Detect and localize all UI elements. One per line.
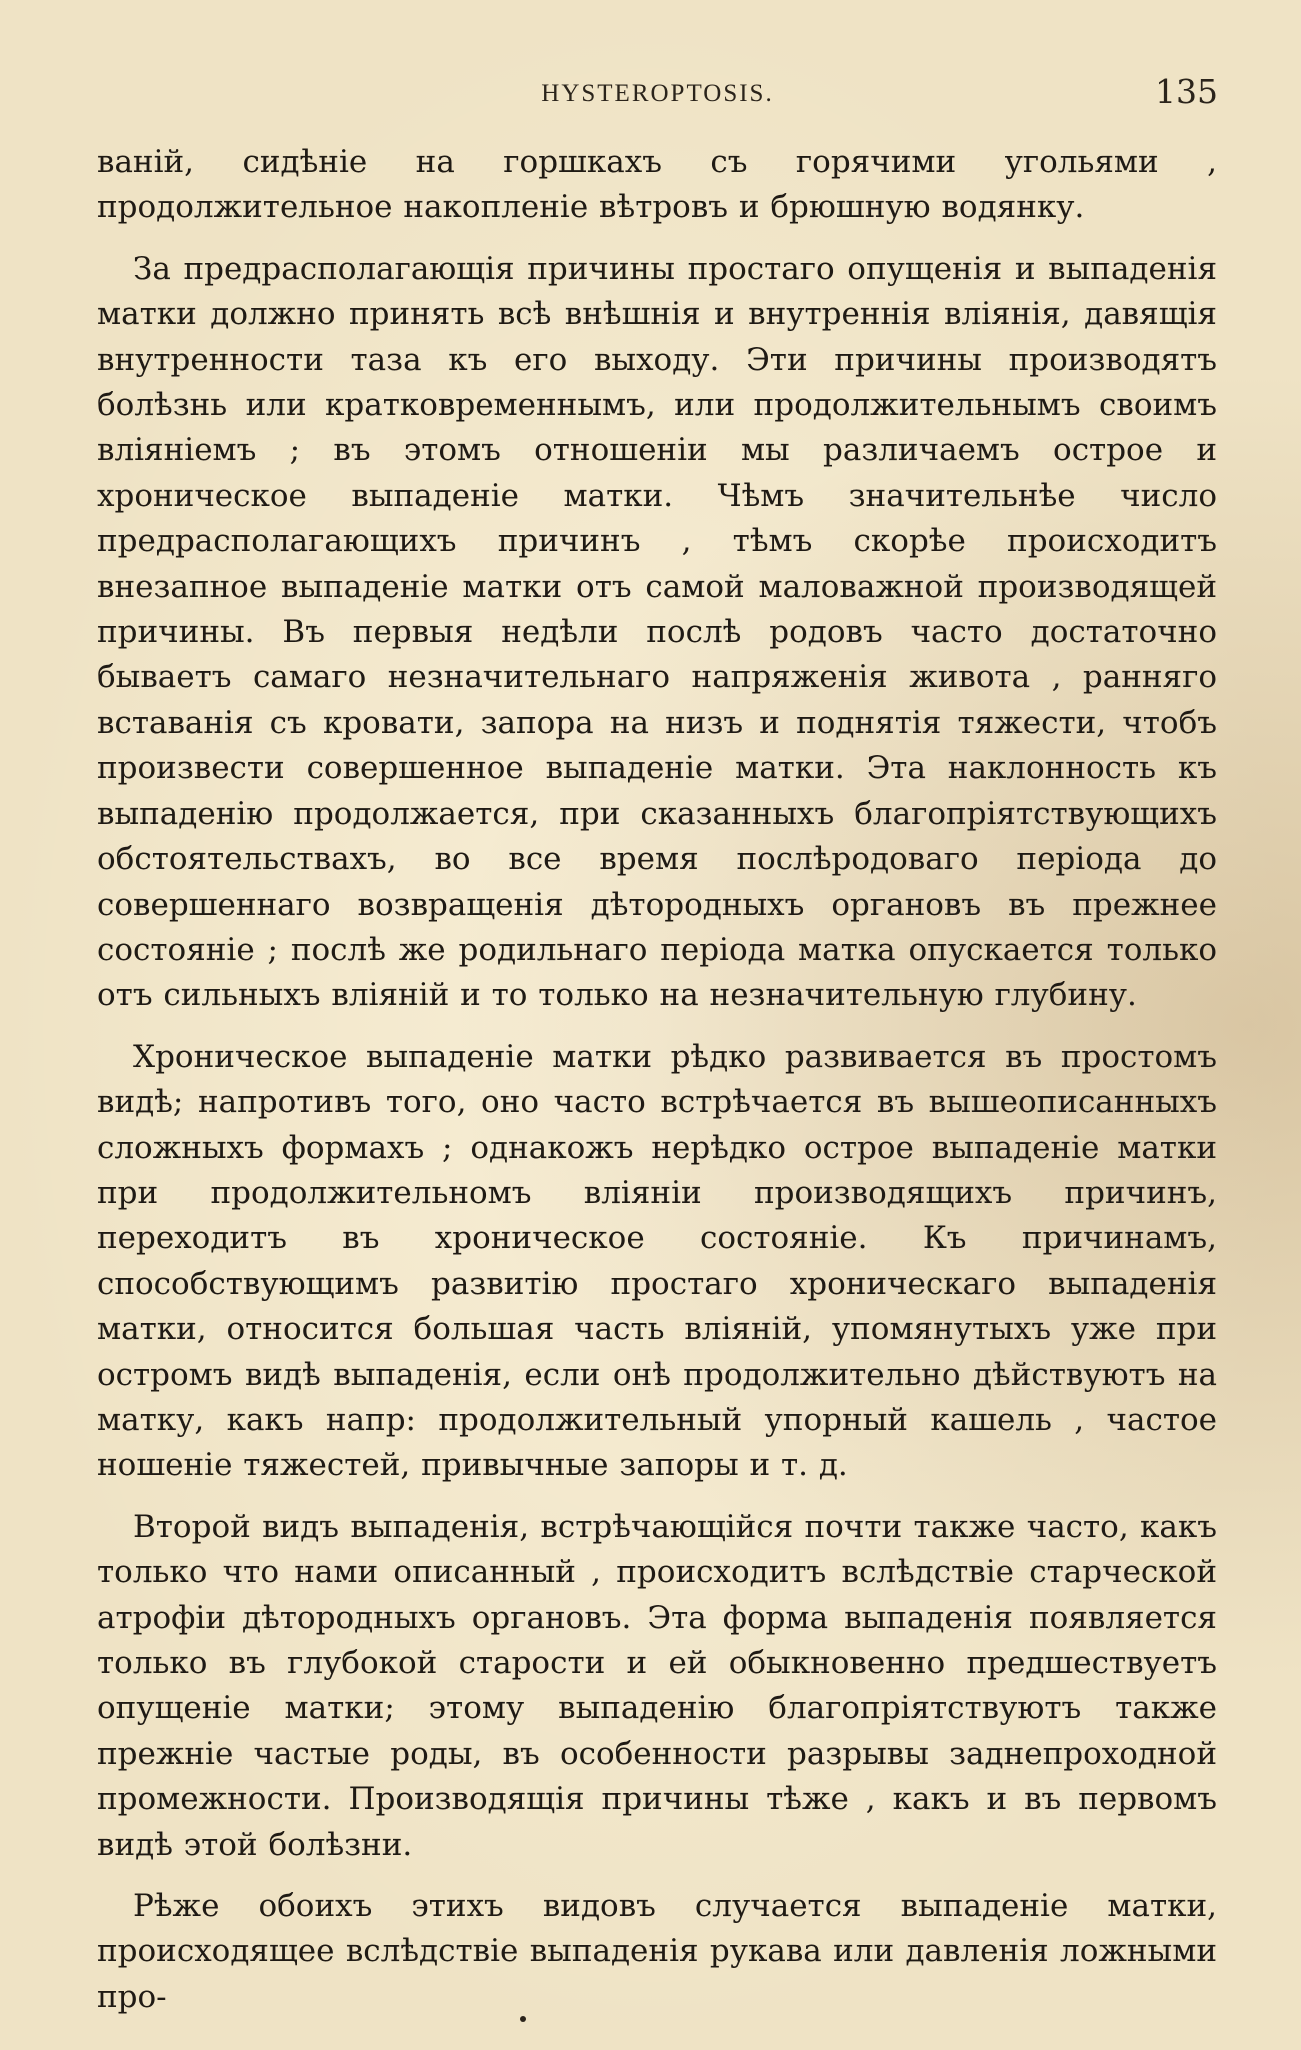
paragraph-predisposing-causes: За предрасполагающія причины простаго опущенія и выпаденія матки должно принять всѣ внѣшнія и внутреннія вліянія, давящія внутренности таза къ его выходу. Эти причины производятъ болѣзнь или кратковременнымъ, или продолжительнымъ своимъ вліяніемъ ; въ этомъ отношеніи мы различаемъ острое и хроническое выпаденіе матки. Чѣмъ значительнѣе число предрасполагающихъ причинъ , тѣмъ скорѣе происходитъ внезапное выпаденіе матки отъ самой маловажной производящей причины. Въ первыя недѣли послѣ родовъ часто достаточно бываетъ самаго незначительнаго напряженія живота , ранняго вставанія съ кровати, запора на низъ и поднятія тяжести, чтобъ произвести совершенное выпаденіе матки. Эта наклонность къ выпаденію продолжается, при сказанныхъ благопріятствующихъ обстоятельствахъ, во все время послѣродоваго періода до совершеннаго возвращенія дѣтородныхъ органовъ въ прежнее состояніе ; послѣ же родильнаго періода матка опускается только отъ сильныхъ вліяній и то только на незначительную глубину.	[97, 250, 1217, 1014]
page-number: 135	[1155, 72, 1218, 111]
paragraph-rarer-type: Рѣже обоихъ этихъ видовъ случается выпаденіе матки, происходящее вслѣдствіе выпаденія рукава или давленія ложными про-	[97, 1888, 1217, 2015]
print-speck	[520, 2016, 526, 2022]
running-title: HYSTEROPTOSIS.	[541, 80, 774, 107]
paragraph-continuation: ваній, сидѣніе на горшкахъ съ горячими угольями , продолжительное накопленіе вѣтровъ и брюшную водянку.	[97, 144, 1217, 226]
page-body	[97, 140, 1217, 2036]
paragraph-chronic-prolapse: Хроническое выпаденіе матки рѣдко развивается въ простомъ видѣ; напротивъ того, оно часто встрѣчается въ вышеописанныхъ сложныхъ формахъ ; однакожъ нерѣдко острое выпаденіе матки при продолжительномъ вліяніи производящихъ причинъ, переходитъ въ хроническое состояніе. Къ причинамъ, способствующимъ развитію простаго хроническаго выпаденія матки, относится большая часть вліяній, упомянутыхъ уже при остромъ видѣ выпаденія, если онѣ продолжительно дѣйствуютъ на матку, какъ напр: продолжительный упорный кашель , частое ношеніе тяжестей, привычные запоры и т. д.	[97, 1038, 1217, 1484]
paragraph-second-type: Второй видъ выпаденія, встрѣчающійся почти также часто, какъ только что нами описанный , происходитъ вслѣдствіе старческой атрофіи дѣтородныхъ органовъ. Эта форма выпаденія появляется только въ глубокой старости и ей обыкновенно предшествуетъ опущеніе матки; этому выпаденію благопріятствуютъ также прежніе частые роды, въ особенности разрывы заднепроходной промежности. Производящія причины тѣже , какъ и въ первомъ видѣ этой болѣзни.	[97, 1508, 1217, 1863]
page-header	[95, 72, 1220, 116]
